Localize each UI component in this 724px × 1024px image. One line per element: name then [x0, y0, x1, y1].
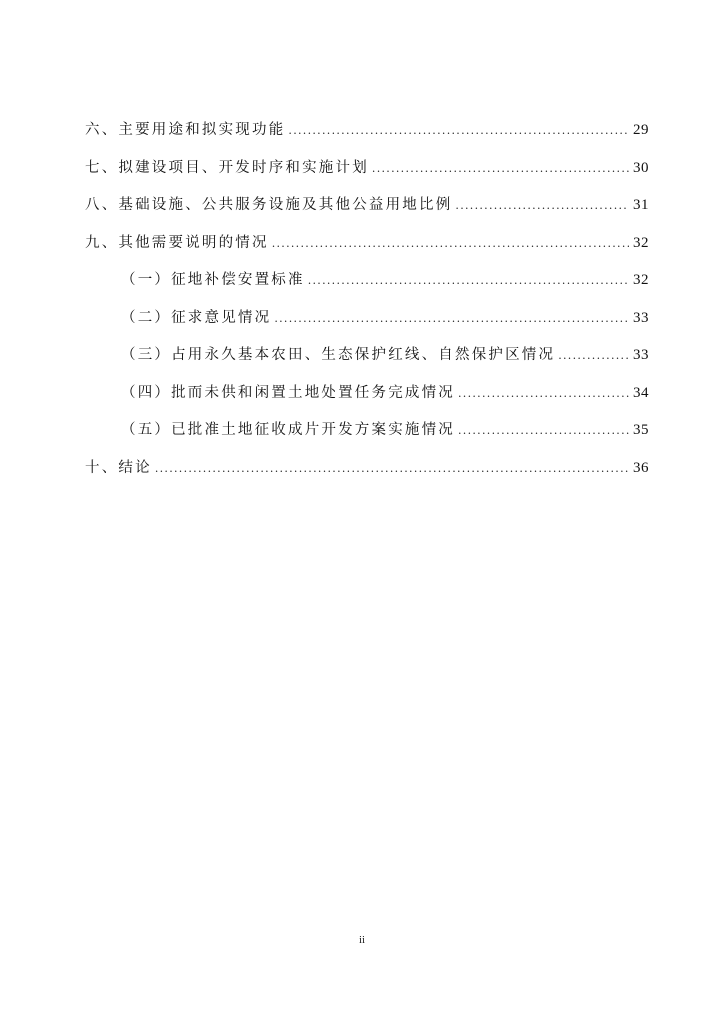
- toc-subentry[interactable]: [85, 381, 649, 419]
- toc-entry-page: 36: [633, 459, 649, 476]
- toc-subentry[interactable]: [85, 343, 649, 381]
- toc-subentry[interactable]: [85, 268, 649, 306]
- toc-entry-page: 32: [633, 272, 649, 288]
- toc-leader-dots: [558, 349, 629, 362]
- toc-entry-page: 34: [633, 384, 649, 401]
- toc-entry-title: （三）占用永久基本农田、生态保护红线、自然保护区情况: [121, 347, 556, 363]
- page-number: ii: [358, 934, 366, 946]
- toc-entry[interactable]: [85, 193, 649, 231]
- toc-entry[interactable]: [85, 118, 649, 156]
- toc-entry-title: 八、基础设施、公共服务设施及其他公益用地比例: [85, 197, 453, 213]
- toc-entry-title: 十、结论: [85, 459, 152, 476]
- toc-leader-dots: [308, 274, 629, 287]
- toc-entry-title: 九、其他需要说明的情况: [85, 234, 269, 251]
- toc-entry-page: 32: [633, 234, 649, 251]
- toc-subentry[interactable]: [85, 418, 649, 456]
- toc-entry-page: 30: [633, 159, 649, 176]
- toc-entry-title: （五）已批准土地征收成片开发方案实施情况: [121, 422, 455, 438]
- toc-subentry[interactable]: [85, 306, 649, 344]
- toc-leader-dots: [458, 424, 629, 437]
- toc-entry[interactable]: [85, 231, 649, 269]
- toc-leader-dots: [272, 237, 629, 250]
- toc-leader-dots: [288, 124, 629, 137]
- toc-entry-title: 七、拟建设项目、开发时序和实施计划: [85, 159, 369, 176]
- toc-leader-dots: [155, 462, 629, 475]
- toc-entry[interactable]: [85, 156, 649, 194]
- toc-entry-page: 35: [633, 422, 649, 438]
- table-of-contents: [85, 118, 649, 493]
- toc-leader-dots: [455, 199, 629, 212]
- toc-entry-title: （一）征地补偿安置标准: [121, 272, 305, 288]
- toc-entry-page: 33: [633, 347, 649, 363]
- toc-entry-title: （四）批而未供和闲置土地处置任务完成情况: [121, 384, 455, 401]
- toc-entry[interactable]: [85, 456, 649, 494]
- toc-entry-page: 33: [633, 309, 649, 326]
- toc-entry-page: 29: [633, 122, 649, 138]
- toc-entry-page: 31: [633, 197, 649, 213]
- toc-leader-dots: [274, 312, 629, 325]
- toc-leader-dots: [372, 162, 629, 175]
- toc-entry-title: 六、主要用途和拟实现功能: [85, 122, 286, 138]
- toc-leader-dots: [458, 387, 629, 400]
- toc-entry-title: （二）征求意见情况: [121, 309, 272, 326]
